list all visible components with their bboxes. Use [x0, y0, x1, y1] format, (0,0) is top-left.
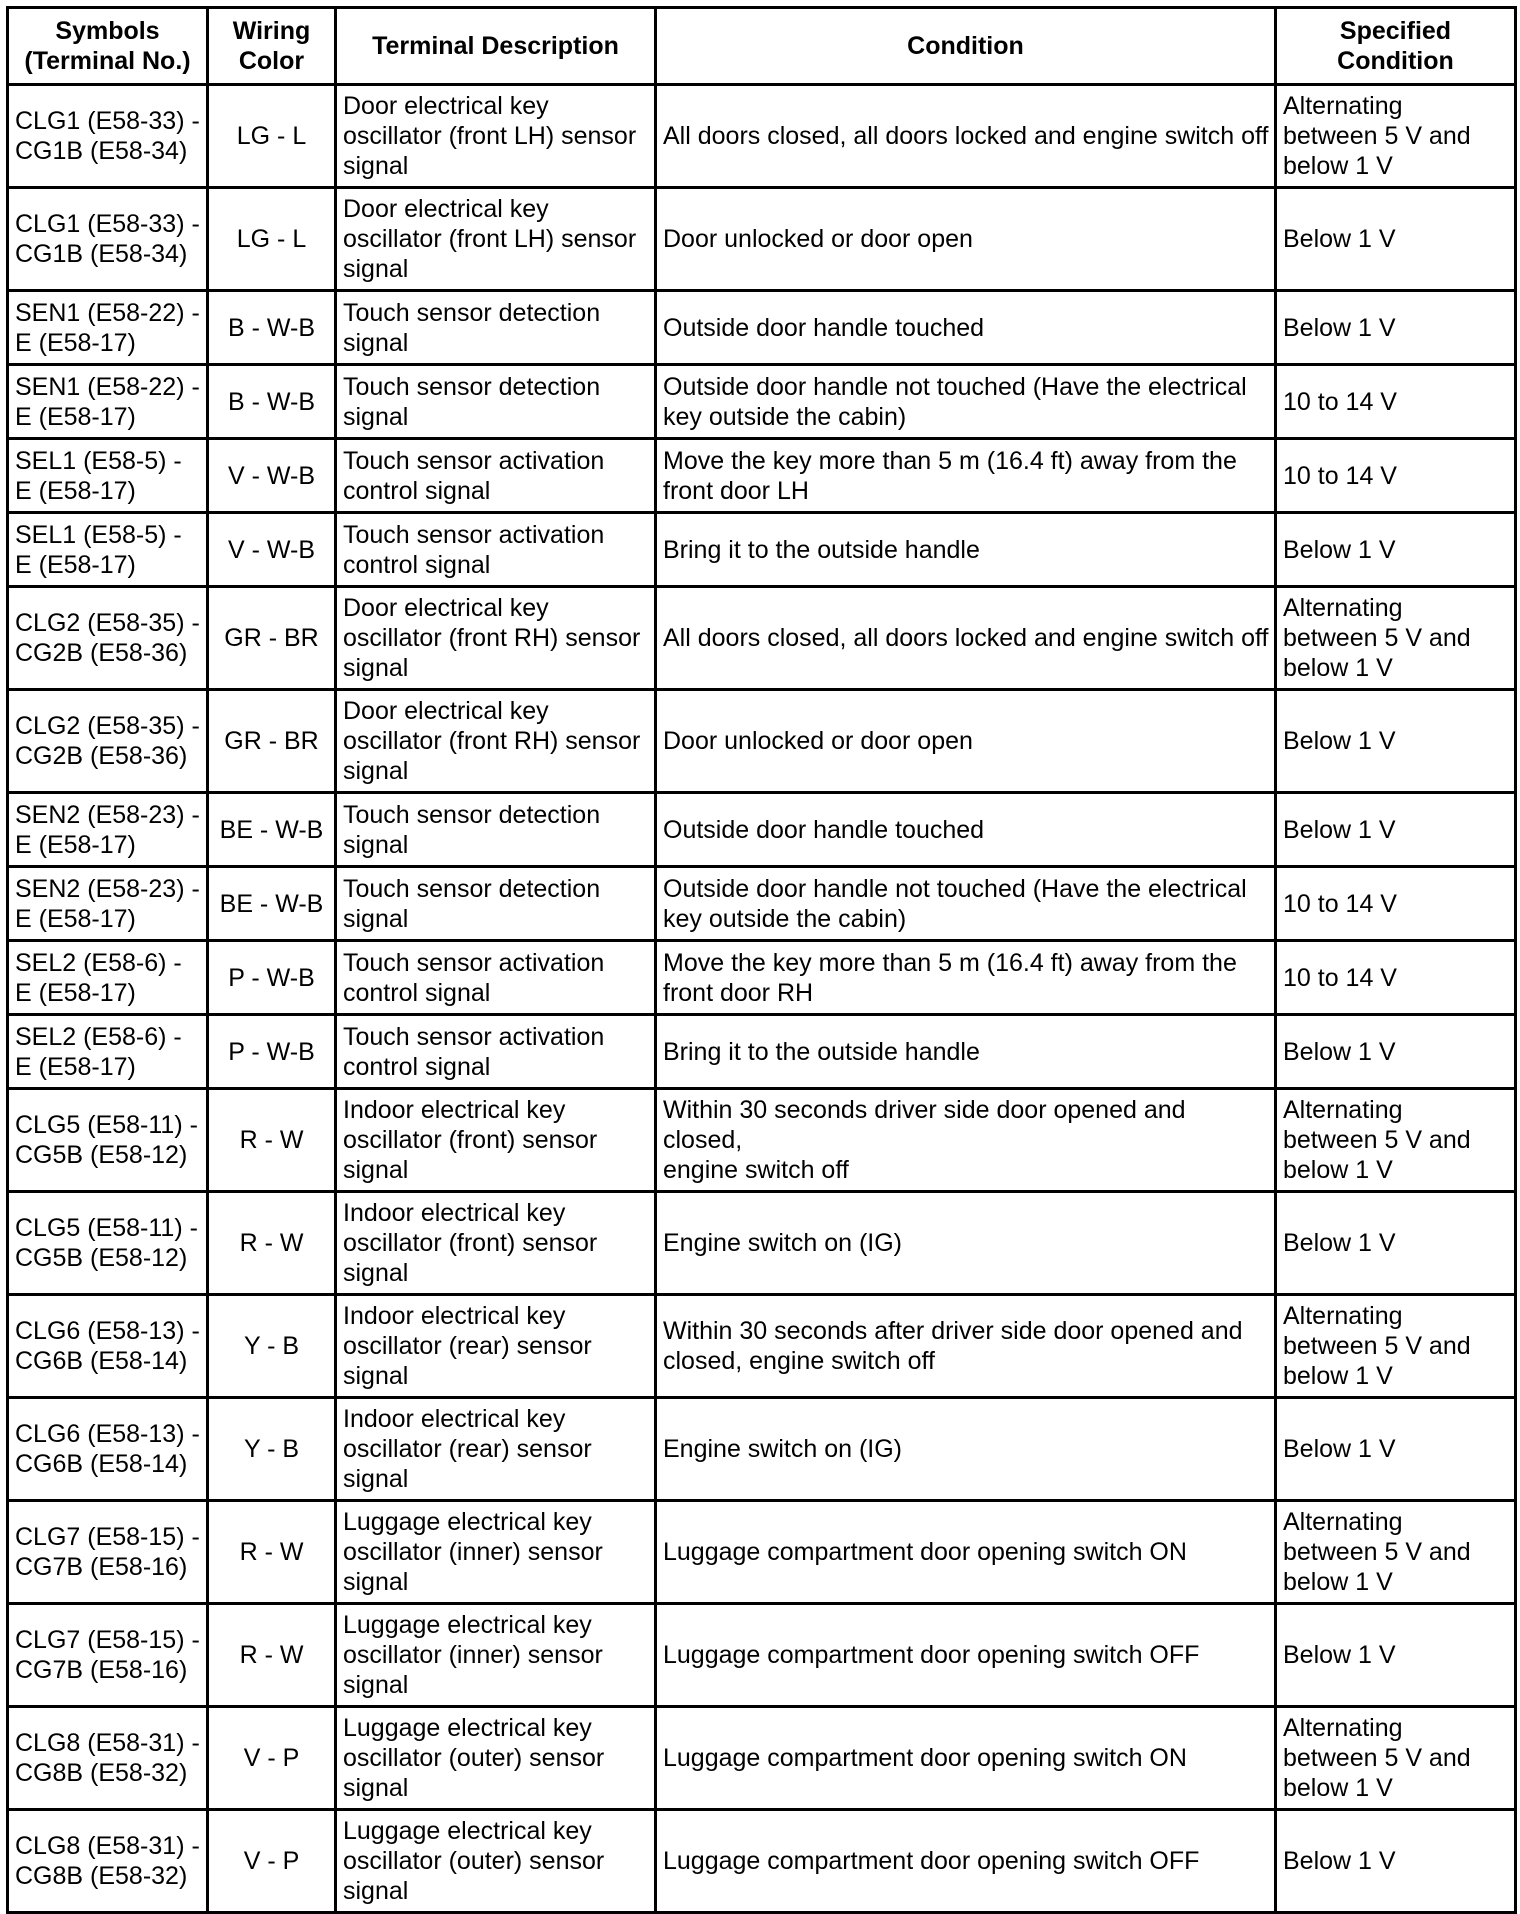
cell-condition: Outside door handle touched [656, 291, 1276, 365]
cell-specified-condition: Below 1 V [1276, 513, 1516, 587]
cell-wiring-color: GR - BR [208, 690, 336, 793]
cell-terminal-description: Touch sensor activation control signal [336, 439, 656, 513]
cell-symbols: CLG2 (E58-35) - CG2B (E58-36) [8, 587, 208, 690]
cell-specified-condition: 10 to 14 V [1276, 867, 1516, 941]
cell-condition: Luggage compartment door opening switch ON [656, 1707, 1276, 1810]
cell-wiring-color: GR - BR [208, 587, 336, 690]
cell-specified-condition: Alternating between 5 V and below 1 V [1276, 1089, 1516, 1192]
cell-specified-condition: 10 to 14 V [1276, 439, 1516, 513]
cell-symbols: CLG7 (E58-15) - CG7B (E58-16) [8, 1501, 208, 1604]
table-row [8, 365, 1516, 439]
table-row [8, 587, 1516, 690]
table-row [8, 793, 1516, 867]
cell-specified-condition: 10 to 14 V [1276, 365, 1516, 439]
cell-condition: Within 30 seconds after driver side door opened and closed, engine switch off [656, 1295, 1276, 1398]
cell-condition: Outside door handle not touched (Have the electrical key outside the cabin) [656, 365, 1276, 439]
cell-specified-condition: Below 1 V [1276, 1398, 1516, 1501]
cell-specified-condition: Below 1 V [1276, 1604, 1516, 1707]
cell-terminal-description: Indoor electrical key oscillator (front) sensor signal [336, 1192, 656, 1295]
cell-wiring-color: V - P [208, 1810, 336, 1913]
cell-specified-condition: Below 1 V [1276, 188, 1516, 291]
cell-specified-condition: Below 1 V [1276, 690, 1516, 793]
cell-condition: All doors closed, all doors locked and engine switch off [656, 587, 1276, 690]
cell-symbols: SEN2 (E58-23) - E (E58-17) [8, 793, 208, 867]
cell-wiring-color: V - P [208, 1707, 336, 1810]
cell-wiring-color: Y - B [208, 1295, 336, 1398]
cell-symbols: SEL1 (E58-5) - E (E58-17) [8, 439, 208, 513]
cell-symbols: CLG2 (E58-35) - CG2B (E58-36) [8, 690, 208, 793]
cell-condition: Engine switch on (IG) [656, 1192, 1276, 1295]
table-row [8, 1295, 1516, 1398]
cell-specified-condition: Alternating between 5 V and below 1 V [1276, 1295, 1516, 1398]
cell-symbols: CLG5 (E58-11) - CG5B (E58-12) [8, 1089, 208, 1192]
cell-terminal-description: Touch sensor activation control signal [336, 941, 656, 1015]
table-body [8, 85, 1516, 1913]
cell-condition: Bring it to the outside handle [656, 1015, 1276, 1089]
cell-terminal-description: Indoor electrical key oscillator (rear) sensor signal [336, 1398, 656, 1501]
cell-condition: Luggage compartment door opening switch OFF [656, 1810, 1276, 1913]
table-row [8, 1707, 1516, 1810]
cell-terminal-description: Luggage electrical key oscillator (inner) sensor signal [336, 1604, 656, 1707]
cell-condition: All doors closed, all doors locked and engine switch off [656, 85, 1276, 188]
cell-symbols: CLG8 (E58-31) - CG8B (E58-32) [8, 1707, 208, 1810]
cell-wiring-color: LG - L [208, 85, 336, 188]
cell-terminal-description: Door electrical key oscillator (front RH) sensor signal [336, 690, 656, 793]
cell-symbols: SEL2 (E58-6) - E (E58-17) [8, 941, 208, 1015]
cell-specified-condition: Below 1 V [1276, 291, 1516, 365]
cell-symbols: CLG5 (E58-11) - CG5B (E58-12) [8, 1192, 208, 1295]
cell-condition: Outside door handle not touched (Have the electrical key outside the cabin) [656, 867, 1276, 941]
cell-specified-condition: Below 1 V [1276, 1015, 1516, 1089]
cell-terminal-description: Touch sensor detection signal [336, 793, 656, 867]
cell-specified-condition: Below 1 V [1276, 1192, 1516, 1295]
cell-terminal-description: Door electrical key oscillator (front LH) sensor signal [336, 85, 656, 188]
cell-terminal-description: Luggage electrical key oscillator (outer) sensor signal [336, 1707, 656, 1810]
table-row [8, 867, 1516, 941]
cell-terminal-description: Door electrical key oscillator (front RH) sensor signal [336, 587, 656, 690]
cell-specified-condition: 10 to 14 V [1276, 941, 1516, 1015]
cell-wiring-color: P - W-B [208, 941, 336, 1015]
cell-terminal-description: Indoor electrical key oscillator (front) sensor signal [336, 1089, 656, 1192]
header-wiring-color: Wiring Color [208, 8, 336, 85]
cell-terminal-description: Door electrical key oscillator (front LH) sensor signal [336, 188, 656, 291]
cell-terminal-description: Luggage electrical key oscillator (inner) sensor signal [336, 1501, 656, 1604]
header-condition: Condition [656, 8, 1276, 85]
cell-symbols: SEL2 (E58-6) - E (E58-17) [8, 1015, 208, 1089]
cell-symbols: SEN2 (E58-23) - E (E58-17) [8, 867, 208, 941]
cell-wiring-color: BE - W-B [208, 793, 336, 867]
header-terminal-description: Terminal Description [336, 8, 656, 85]
cell-condition: Bring it to the outside handle [656, 513, 1276, 587]
table-row [8, 1398, 1516, 1501]
cell-symbols: CLG6 (E58-13) - CG6B (E58-14) [8, 1295, 208, 1398]
cell-specified-condition: Alternating between 5 V and below 1 V [1276, 85, 1516, 188]
table-row [8, 1015, 1516, 1089]
table-row [8, 188, 1516, 291]
cell-symbols: CLG7 (E58-15) - CG7B (E58-16) [8, 1604, 208, 1707]
table-header-row [8, 8, 1516, 85]
cell-specified-condition: Below 1 V [1276, 1810, 1516, 1913]
cell-symbols: SEL1 (E58-5) - E (E58-17) [8, 513, 208, 587]
cell-condition: Within 30 seconds driver side door opened and closed, engine switch off [656, 1089, 1276, 1192]
cell-wiring-color: R - W [208, 1089, 336, 1192]
cell-symbols: CLG8 (E58-31) - CG8B (E58-32) [8, 1810, 208, 1913]
cell-condition: Outside door handle touched [656, 793, 1276, 867]
table-row [8, 513, 1516, 587]
cell-specified-condition: Alternating between 5 V and below 1 V [1276, 1501, 1516, 1604]
cell-condition: Luggage compartment door opening switch ON [656, 1501, 1276, 1604]
table-row [8, 690, 1516, 793]
table-row [8, 1089, 1516, 1192]
cell-condition: Door unlocked or door open [656, 690, 1276, 793]
cell-specified-condition: Alternating between 5 V and below 1 V [1276, 587, 1516, 690]
cell-wiring-color: B - W-B [208, 291, 336, 365]
cell-symbols: CLG6 (E58-13) - CG6B (E58-14) [8, 1398, 208, 1501]
cell-terminal-description: Luggage electrical key oscillator (outer) sensor signal [336, 1810, 656, 1913]
cell-terminal-description: Touch sensor detection signal [336, 365, 656, 439]
cell-wiring-color: V - W-B [208, 513, 336, 587]
cell-wiring-color: Y - B [208, 1398, 336, 1501]
cell-condition: Move the key more than 5 m (16.4 ft) away from the front door RH [656, 941, 1276, 1015]
table-row [8, 439, 1516, 513]
table-row [8, 1501, 1516, 1604]
cell-terminal-description: Touch sensor activation control signal [336, 513, 656, 587]
cell-condition: Door unlocked or door open [656, 188, 1276, 291]
cell-symbols: SEN1 (E58-22) - E (E58-17) [8, 365, 208, 439]
cell-specified-condition: Below 1 V [1276, 793, 1516, 867]
cell-terminal-description: Touch sensor detection signal [336, 291, 656, 365]
cell-symbols: SEN1 (E58-22) - E (E58-17) [8, 291, 208, 365]
header-symbols: Symbols (Terminal No.) [8, 8, 208, 85]
cell-wiring-color: P - W-B [208, 1015, 336, 1089]
table-row [8, 1604, 1516, 1707]
cell-wiring-color: R - W [208, 1604, 336, 1707]
table-row [8, 1810, 1516, 1913]
cell-condition: Engine switch on (IG) [656, 1398, 1276, 1501]
table-row [8, 941, 1516, 1015]
cell-terminal-description: Indoor electrical key oscillator (rear) sensor signal [336, 1295, 656, 1398]
cell-wiring-color: R - W [208, 1501, 336, 1604]
cell-symbols: CLG1 (E58-33) - CG1B (E58-34) [8, 85, 208, 188]
table-row [8, 1192, 1516, 1295]
cell-wiring-color: BE - W-B [208, 867, 336, 941]
terminal-table [6, 6, 1517, 1914]
cell-condition: Move the key more than 5 m (16.4 ft) away from the front door LH [656, 439, 1276, 513]
table-row [8, 291, 1516, 365]
cell-terminal-description: Touch sensor detection signal [336, 867, 656, 941]
header-specified-condition: Specified Condition [1276, 8, 1516, 85]
cell-condition: Luggage compartment door opening switch OFF [656, 1604, 1276, 1707]
table-row [8, 85, 1516, 188]
cell-symbols: CLG1 (E58-33) - CG1B (E58-34) [8, 188, 208, 291]
cell-specified-condition: Alternating between 5 V and below 1 V [1276, 1707, 1516, 1810]
cell-wiring-color: R - W [208, 1192, 336, 1295]
cell-wiring-color: V - W-B [208, 439, 336, 513]
cell-terminal-description: Touch sensor activation control signal [336, 1015, 656, 1089]
cell-wiring-color: B - W-B [208, 365, 336, 439]
cell-wiring-color: LG - L [208, 188, 336, 291]
